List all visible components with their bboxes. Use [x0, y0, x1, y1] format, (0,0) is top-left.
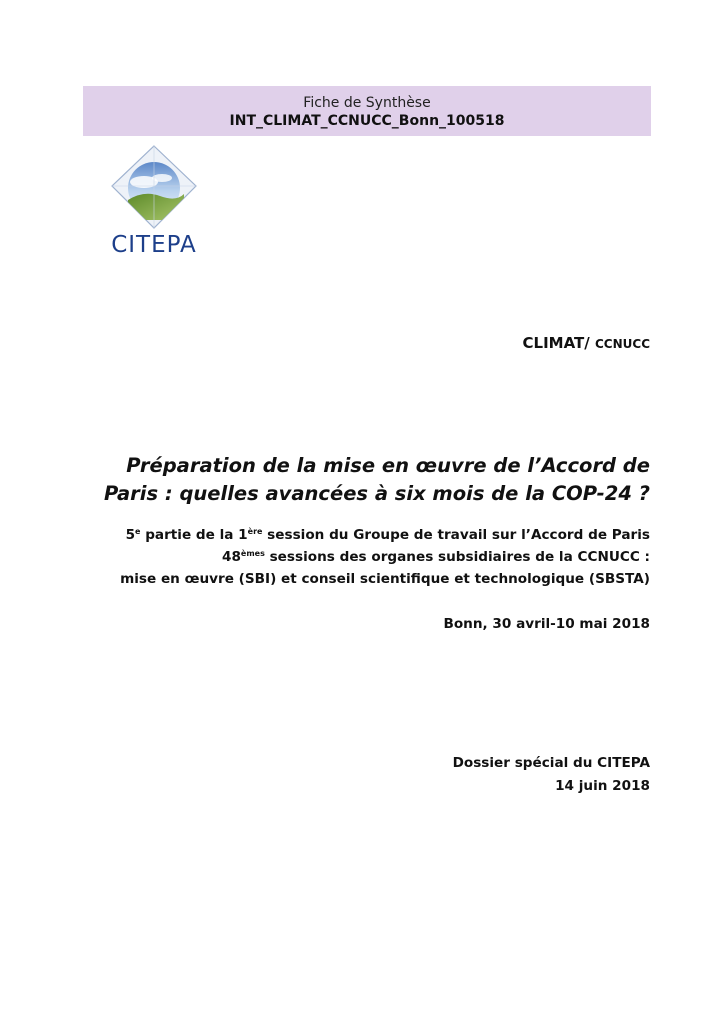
subtitle-text: partie de la 1: [140, 527, 248, 543]
category-main: CLIMAT/: [522, 334, 590, 352]
category-label: [523, 334, 650, 352]
subtitle-superscript: e: [135, 527, 141, 536]
document-type: Fiche de Synthèse: [303, 95, 431, 111]
logo-wordmark: CITEPA: [111, 232, 197, 258]
subtitle-text: 5: [125, 527, 136, 543]
meeting-place-date: Bonn, 30 avril-10 mai 2018: [443, 616, 650, 632]
subtitle-text: 48: [221, 549, 241, 565]
subtitle-text: sessions des organes subsidiaires de la CCNUCC :: [264, 549, 650, 565]
diamond-landscape-logo-icon: [104, 140, 204, 232]
document-subtitle: [50, 524, 650, 590]
category-sub: CCNUCC: [594, 337, 650, 351]
title-line-1: Préparation de la mise en œuvre de l’Accord de: [126, 454, 650, 477]
subtitle-line-2: [50, 546, 650, 568]
subtitle-line-1: [50, 524, 650, 546]
document-title: [90, 452, 650, 508]
subtitle-line-3: mise en œuvre (SBI) et conseil scientifique et technologique (SBSTA): [120, 571, 650, 587]
citepa-logo: [104, 140, 204, 260]
dossier-date: 14 juin 2018: [555, 778, 650, 794]
document-header-band: [83, 86, 651, 136]
dossier-info: [453, 752, 650, 798]
title-line-2: Paris : quelles avancées à six mois de la COP-24 ?: [103, 482, 650, 505]
dossier-source: Dossier spécial du CITEPA: [452, 755, 650, 771]
subtitle-superscript: èmes: [240, 549, 265, 558]
subtitle-superscript: ère: [247, 527, 263, 536]
document-reference: INT_CLIMAT_CCNUCC_Bonn_100518: [229, 113, 505, 129]
subtitle-text: session du Groupe de travail sur l’Accord de Paris: [262, 527, 650, 543]
